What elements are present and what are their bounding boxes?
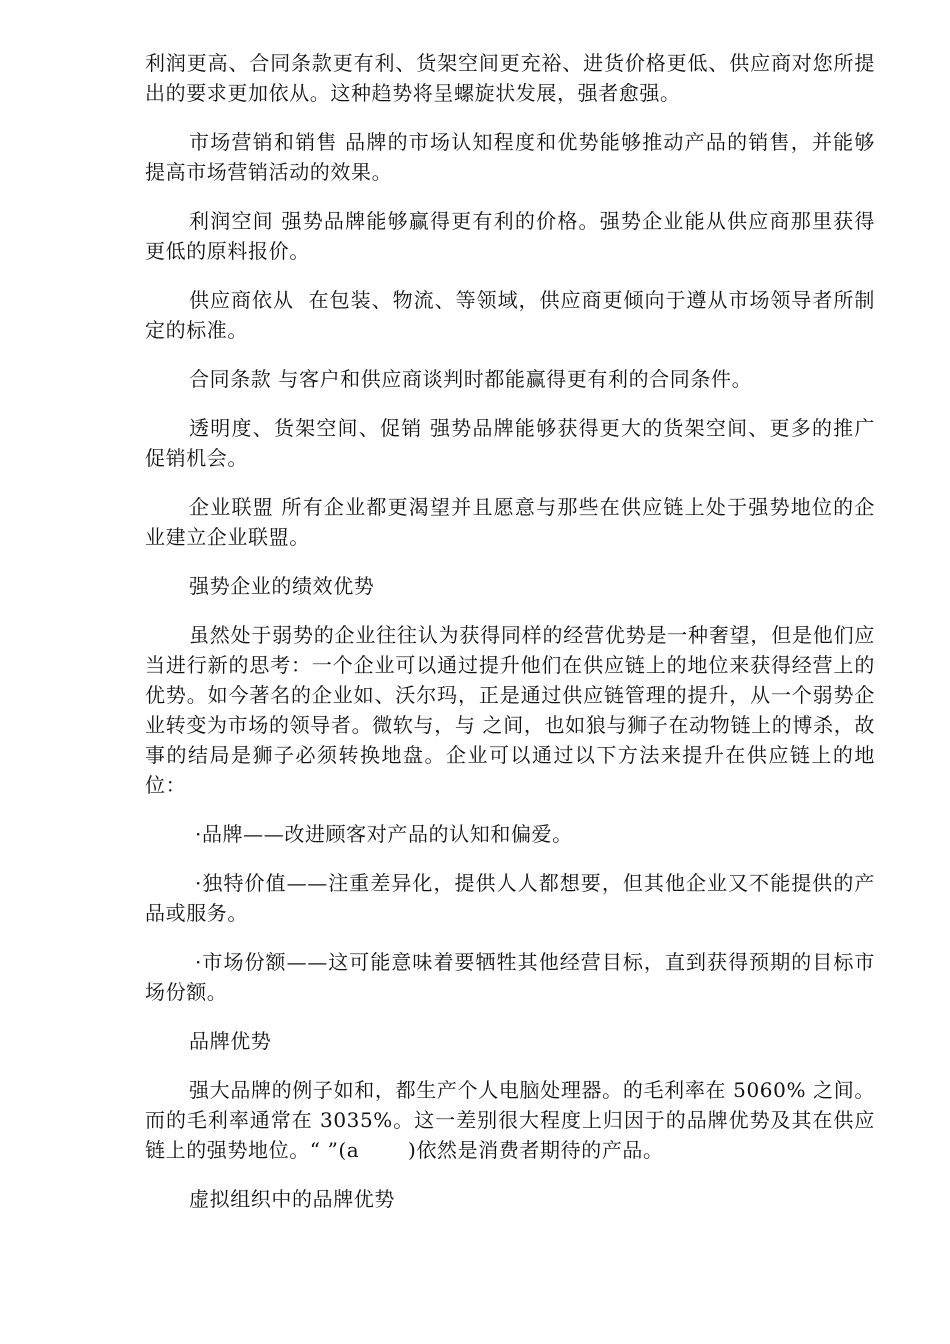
paragraph-text: 与客户和供应商谈判时都能赢得更有利的合同条件。	[278, 367, 753, 391]
paragraph-contract-terms	[145, 364, 875, 394]
section-heading: 虚拟组织中的品牌优势	[189, 1187, 395, 1211]
paragraph-intro: 利润更高、合同条款更有利、货架空间更充裕、进货价格更低、供应商对您所提出的要求更加依从。这种趋势将呈螺旋状发展，强者愈强。	[145, 51, 875, 105]
bullet-item-market-share: ·市场份额——这可能意味着要牺牲其他经营目标，直到获得预期的目标市场份额。	[145, 950, 875, 1004]
paragraph-text: 品牌的市场认知程度和优势能够推动产品的销售，并能够提高市场营销活动的效果。	[145, 130, 875, 184]
paragraph-alliance	[145, 492, 875, 552]
paragraph-body: 虽然处于弱势的企业往往认为获得同样的经营优势是一种奢望，但是他们应当进行新的思考：一个企业可以通过提升他们在供应链上的地位来获得经营上的优势。如今著名的企业如、沃尔玛，正是通过供应链管理的提升，从一个弱势企业转变为市场的领导者。微软与，与 之间，也如狼与狮子在动物链上的博杀，故事的结局是狮子必须转换地盘。企业可以通过以下方法来提升在供应链上的地位：	[145, 623, 875, 797]
paragraph-lead: 合同条款	[189, 367, 272, 391]
bullet-item-unique-value: ·独特价值——注重差异化，提供人人都想要，但其他企业又不能提供的产品或服务。	[145, 871, 875, 925]
paragraph-text: 强势品牌能够获得更大的货架空间、更多的推广促销机会。	[145, 416, 875, 470]
paragraph-supplier-compliance	[145, 285, 875, 345]
paragraph-text: 在包装、物流、等领域，供应商更倾向于遵从市场领导者所制定的标准。	[145, 288, 875, 342]
paragraph-text: 所有企业都更渴望并且愿意与那些在供应链上处于强势地位的企业建立企业联盟。	[145, 495, 875, 549]
paragraph-shelf-space	[145, 413, 875, 473]
bullet-item-brand: ·品牌——改进顾客对产品的认知和偏爱。	[195, 822, 573, 846]
paragraph-marketing-sales	[145, 127, 875, 187]
paragraph-lead: 利润空间	[189, 209, 274, 233]
paragraph-lead: 企业联盟	[189, 495, 274, 519]
section-heading: 品牌优势	[189, 1029, 272, 1053]
document-page	[145, 48, 875, 1233]
paragraph-body: 强大品牌的例子如和，都生产个人电脑处理器。的毛利率在 5060% 之间。而的毛利率通常在 3035%。这一差别很大程度上归因于的品牌优势及其在供应链上的强势地位。“ ”(a )依然是消费者期待的产品。	[145, 1078, 875, 1162]
section-heading: 强势企业的绩效优势	[189, 574, 375, 598]
paragraph-text: 强势品牌能够赢得更有利的价格。强势企业能从供应商那里获得更低的原料报价。	[145, 209, 875, 263]
paragraph-lead: 透明度、货架空间、促销	[189, 416, 423, 440]
paragraph-lead: 供应商依从	[189, 288, 294, 312]
paragraph-lead: 市场营销和销售	[189, 130, 338, 154]
paragraph-profit-margin	[145, 206, 875, 266]
